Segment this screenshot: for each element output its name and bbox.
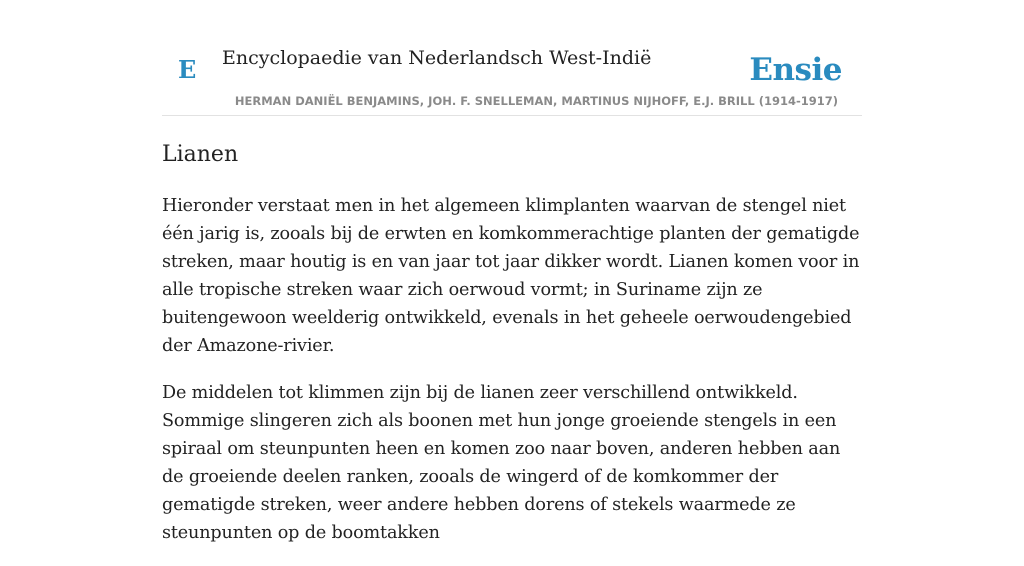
article-paragraph: Hieronder verstaat men in het algemeen klimplanten waarvan de stengel niet één jarig is, zooals bij de erwten en komkommerachtige planten der gematigde streken, maar houtig is en van jaar tot jaar dikker wordt. Lianen komen voor in alle tropische streken waar zich oerwoud vormt; in Suriname zijn ze buitengewoon weelderig ontwikkeld, evenals in het geheele oerwoudengebied der Amazone-rivier. bbox=[162, 196, 860, 356]
ensie-brand-logo[interactable]: Ensie bbox=[749, 52, 842, 88]
article-body bbox=[162, 192, 862, 566]
article-paragraph: De middelen tot klimmen zijn bij de lianen zeer verschillend ontwikkeld. Sommige slingeren zich als boonen met hun jonge groeiende stengels in een spiraal om steunpunten heen en komen zoo naar boven, anderen hebben aan de groeiende deelen ranken, zooals de wingerd of de komkommer der gematigde streken, weer andere hebben dorens of stekels waarmede ze steunpunten op de boomtakken bbox=[162, 383, 841, 543]
work-title-link[interactable]: Encyclopaedie van Nederlandsch West-Indië bbox=[222, 47, 652, 69]
work-logo[interactable]: E bbox=[178, 55, 197, 84]
site-header bbox=[162, 0, 862, 116]
work-authors: HERMAN DANIËL BENJAMINS, JOH. F. SNELLEMAN, MARTINUS NIJHOFF, E.J. BRILL (1914-1917) bbox=[234, 94, 838, 108]
article-title: Lianen bbox=[162, 142, 239, 167]
